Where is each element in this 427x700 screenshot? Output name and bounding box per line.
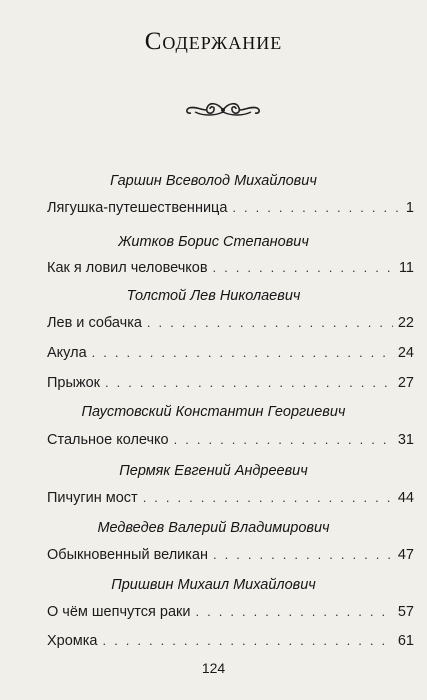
entry-page: 11 [398,260,414,276]
entry-title: Пичугин мост [47,490,138,506]
leader-dots [143,490,393,505]
toc-entry [47,375,414,395]
entry-title: Обыкновенный великан [47,547,209,563]
entry-page: 31 [397,432,414,448]
toc-entry [47,315,414,335]
entry-title: Лягушка-путешественница [47,200,228,216]
entry-page: 61 [397,633,414,649]
toc-entry [47,432,414,452]
entry-page: 57 [397,604,414,620]
author-heading: Пермяк Евгений Андреевич [119,463,308,479]
leader-dots [92,345,393,360]
entry-page: 47 [397,547,414,563]
entry-page: 1 [405,200,414,216]
author-heading: Житков Борис Степанович [118,234,309,250]
entry-title: О чём шепчутся раки [47,604,191,620]
leader-dots [105,375,393,390]
leader-dots [174,432,393,447]
entry-page: 27 [397,375,414,391]
entry-title: Лев и собачка [47,315,142,331]
author-heading: Гаршин Всеволод Михайлович [110,173,317,189]
toc-entry [47,200,414,220]
author-heading: Медведев Валерий Владимирович [97,520,330,536]
page-title: Содержание [144,28,283,55]
leader-dots [213,260,394,275]
toc-entry [47,633,414,653]
leader-dots [232,200,401,215]
toc-entry [47,604,414,624]
author-heading: Пришвин Михаил Михайлович [111,577,316,593]
page-number: 124 [201,660,226,676]
entry-title: Как я ловил человечков [47,260,208,276]
entry-title: Стальное колечко [47,432,169,448]
toc-entry [47,345,414,365]
entry-page: 22 [397,315,414,331]
entry-title: Прыжок [47,375,101,391]
toc-entry [47,260,414,280]
leader-dots [147,315,393,330]
leader-dots [195,604,392,619]
entry-page: 44 [397,490,414,506]
toc-entry [47,490,414,510]
leader-dots [213,547,393,562]
author-heading: Толстой Лев Николаевич [126,288,301,304]
author-heading: Паустовский Константин Георгиевич [81,404,346,420]
toc-entry [47,547,414,567]
leader-dots [103,633,393,648]
entry-title: Хромка [47,633,98,649]
entry-title: Акула [47,345,87,361]
ornament-divider-icon [183,96,263,124]
entry-page: 24 [397,345,414,361]
